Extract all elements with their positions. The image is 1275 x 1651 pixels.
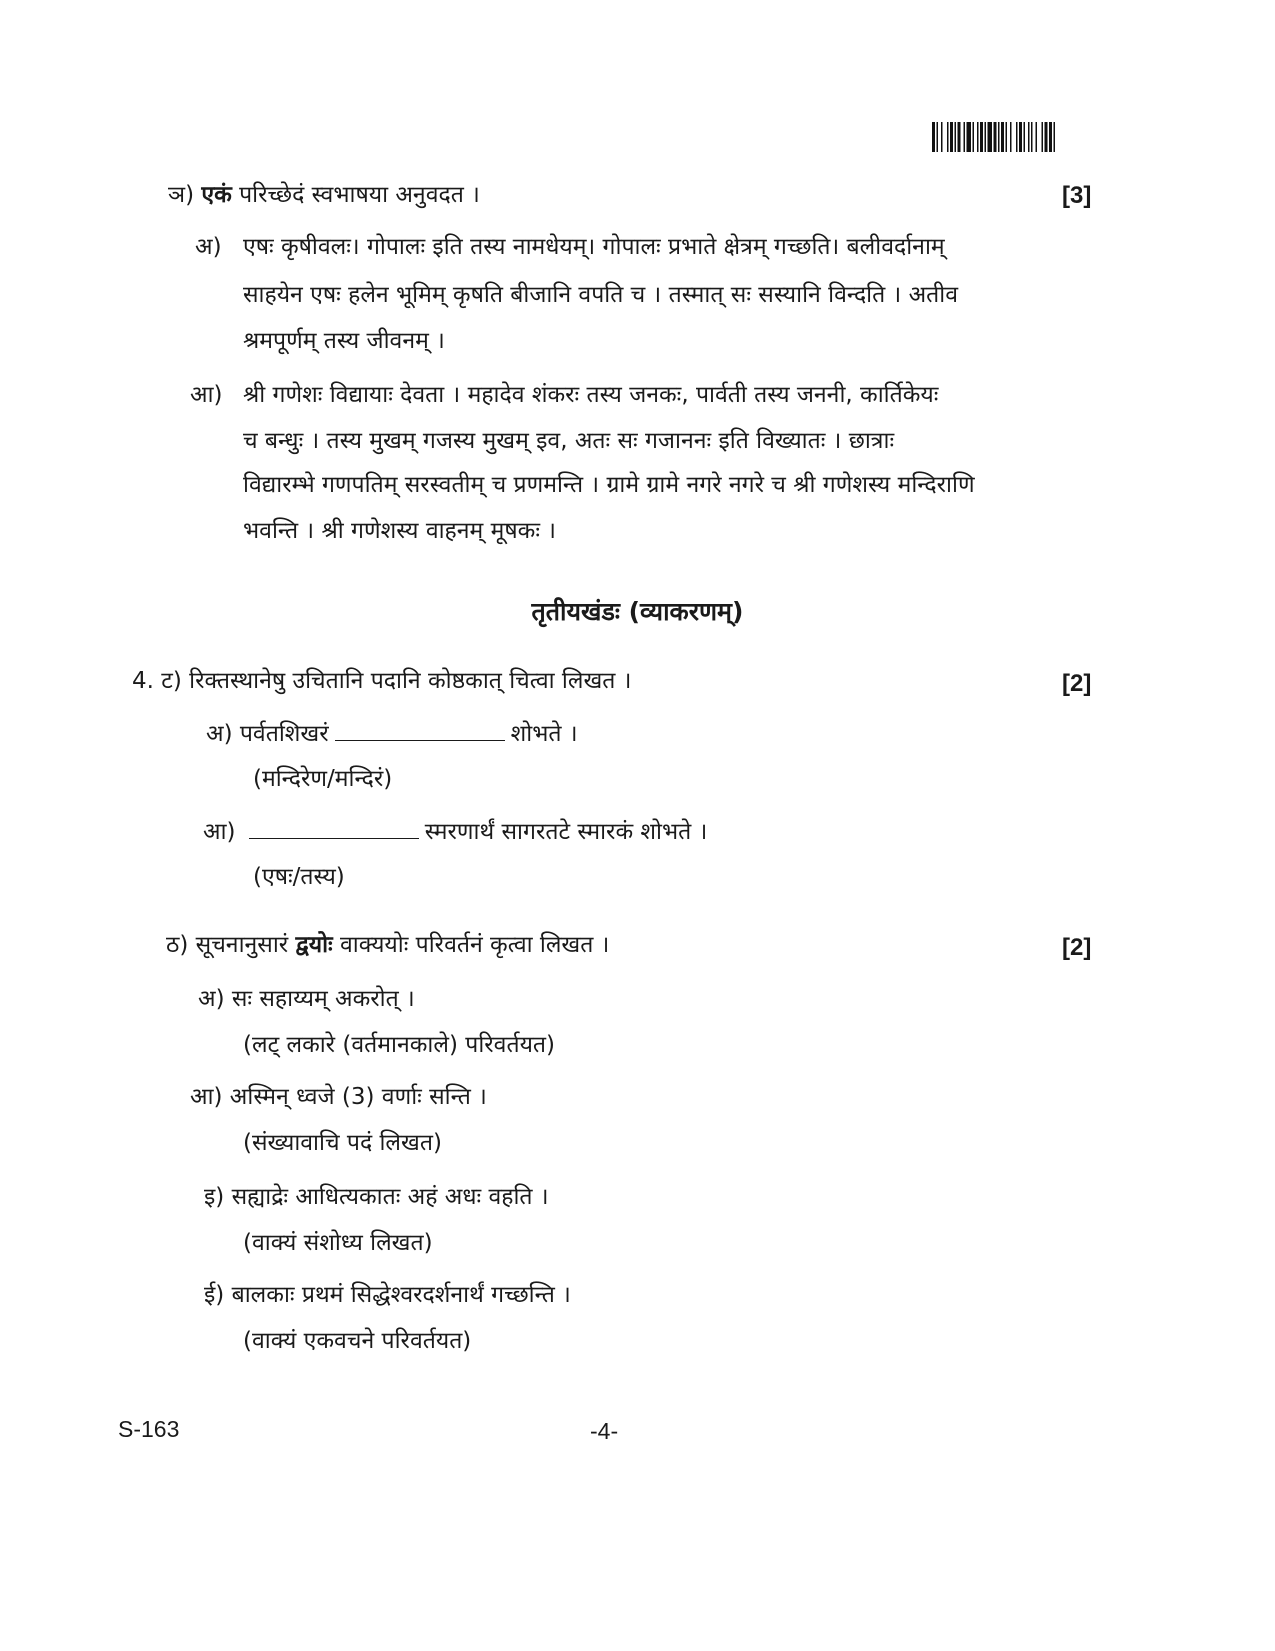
instruction-bold: एकं bbox=[201, 182, 232, 208]
passage-a-line-2: साहयेन एषः हलेन भूमिम् कृषति बीजानि वपति च । तस्मात् सः सस्यानि विन्दति । अतीव bbox=[243, 282, 959, 308]
options-aa: (एषः/तस्य) bbox=[253, 864, 345, 890]
sub-label: आ) bbox=[203, 819, 236, 845]
sub-label: अ) bbox=[206, 721, 233, 747]
answer-blank bbox=[335, 718, 505, 741]
sub-label: आ) bbox=[190, 1084, 223, 1110]
page-number: -4- bbox=[590, 1418, 619, 1444]
sentence-before: पर्वतशिखरं bbox=[239, 721, 329, 747]
th-item-1 bbox=[198, 984, 415, 1014]
th-item-1-note: (लट् लकारे (वर्तमानकाले) परिवर्तयत) bbox=[243, 1032, 555, 1058]
marks-q4-t: [2] bbox=[1062, 670, 1092, 697]
question-number: 4. bbox=[132, 668, 154, 694]
question-3-instruction bbox=[168, 180, 480, 210]
options-a: (मन्दिरेण/मन्दिरं) bbox=[253, 766, 393, 792]
passage-a-line-1: एषः कृषीवलः। गोपालः इति तस्य नामधेयम्। गोपालः प्रभाते क्षेत्रम् गच्छति। बलीवर्दानाम् bbox=[243, 234, 945, 260]
item-text: अस्मिन् ध्वजे (3) वर्णाः सन्ति । bbox=[229, 1084, 487, 1110]
th-item-4-note: (वाक्यं एकवचने परिवर्तयत) bbox=[243, 1328, 472, 1354]
sentence-after: स्मरणार्थं सागरतटे स्मारकं शोभते । bbox=[424, 819, 708, 845]
instruction-bold: द्वयोः bbox=[295, 932, 333, 958]
th-item-4 bbox=[204, 1280, 571, 1310]
question-th-instruction bbox=[166, 930, 609, 960]
instruction-text: रिक्तस्थानेषु उचितानि पदानि कोष्ठकात् चित्वा लिखत । bbox=[189, 668, 632, 694]
th-item-3 bbox=[204, 1182, 549, 1212]
passage-aa-line-2: च बन्धुः । तस्य मुखम् गजस्य मुखम् इव, अतः सः गजाननः इति विख्यातः । छात्राः bbox=[243, 428, 895, 454]
answer-blank bbox=[249, 816, 419, 839]
sub-label-aa: आ) bbox=[190, 382, 223, 408]
item-text: सह्याद्रेः आधित्यकातः अहं अधः वहति । bbox=[231, 1184, 549, 1210]
question-label: ट) bbox=[161, 668, 182, 694]
fill-blank-a bbox=[206, 718, 578, 749]
instruction-pre: सूचनानुसारं bbox=[195, 932, 289, 958]
item-text: सः सहाय्यम् अकरोत् । bbox=[231, 986, 415, 1012]
question-4-instruction bbox=[132, 666, 631, 696]
instruction-text: परिच्छेदं स्वभाषया अनुवदत । bbox=[239, 182, 480, 208]
passage-aa-line-4: भवन्ति । श्री गणेशस्य वाहनम् मूषकः । bbox=[243, 518, 556, 544]
th-item-2-note: (संख्यावाचि पदं लिखत) bbox=[243, 1130, 442, 1156]
marks-q4-th: [2] bbox=[1062, 934, 1092, 961]
th-item-2 bbox=[190, 1082, 487, 1112]
sentence-after: शोभते । bbox=[510, 721, 578, 747]
item-text: बालकाः प्रथमं सिद्धेश्वरदर्शनार्थं गच्छन्ति । bbox=[231, 1282, 571, 1308]
section-heading: तृतीयखंडः (व्याकरणम्) bbox=[531, 597, 744, 626]
sub-label-a: अ) bbox=[195, 234, 222, 260]
th-item-3-note: (वाक्यं संशोध्य लिखत) bbox=[243, 1230, 433, 1256]
marks-q3: [3] bbox=[1062, 182, 1092, 209]
barcode bbox=[932, 122, 1137, 152]
instruction-post: वाक्ययोः परिवर्तनं कृत्वा लिखत । bbox=[340, 932, 610, 958]
passage-a-line-3: श्रमपूर्णम् तस्य जीवनम् । bbox=[243, 328, 445, 354]
question-label: ञ) bbox=[168, 182, 195, 208]
fill-blank-aa bbox=[203, 816, 707, 847]
passage-aa-line-1: श्री गणेशः विद्यायाः देवता । महादेव शंकरः तस्य जनकः, पार्वती तस्य जननी, कार्तिकेयः bbox=[243, 382, 939, 408]
sub-label: अ) bbox=[198, 986, 225, 1012]
sub-label: इ) bbox=[204, 1184, 225, 1210]
paper-code: S-163 bbox=[118, 1416, 180, 1442]
sub-label: ई) bbox=[204, 1282, 225, 1308]
question-label: ठ) bbox=[166, 932, 189, 958]
passage-aa-line-3: विद्यारम्भे गणपतिम् सरस्वतीम् च प्रणमन्ति । ग्रामे ग्रामे नगरे नगरे च श्री गणेशस्य मन्दिराणि bbox=[243, 472, 975, 498]
